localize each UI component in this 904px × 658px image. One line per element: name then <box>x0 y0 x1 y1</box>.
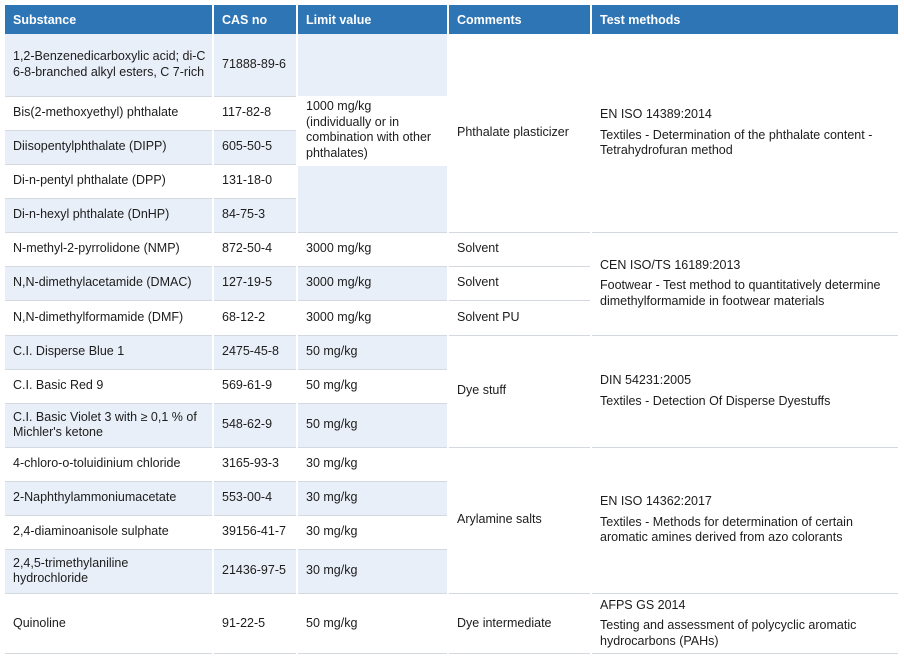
substance-cell: 1,2-Benzenedicarboxylic acid; di-C 6-8-branched alkyl esters, C 7-rich <box>5 34 213 96</box>
test-methods-cell <box>591 447 898 593</box>
test-standard: DIN 54231:2005 <box>600 373 692 387</box>
table-row <box>5 335 898 369</box>
limit-value-cell: 30 mg/kg <box>297 515 448 549</box>
comments-cell: Solvent <box>448 266 591 300</box>
cas-cell: 21436-97-5 <box>213 549 297 593</box>
test-standard: EN ISO 14362:2017 <box>600 494 712 509</box>
comments-cell: Solvent PU <box>448 300 591 335</box>
col-header-substance: Substance <box>5 5 213 34</box>
substance-cell: N,N-dimethylacetamide (DMAC) <box>5 266 213 300</box>
substance-cell: Di-n-hexyl phthalate (DnHP) <box>5 198 213 232</box>
col-header-comments: Comments <box>448 5 591 34</box>
cas-cell: 131-18-0 <box>213 164 297 198</box>
comments-cell: Solvent <box>448 232 591 266</box>
cas-cell: 91-22-5 <box>213 593 297 654</box>
limit-value-merged-cell <box>297 34 448 232</box>
test-standard: AFPS GS 2014 <box>600 597 686 612</box>
cas-cell: 3165-93-3 <box>213 447 297 481</box>
limit-spacer <box>298 34 447 96</box>
table-row <box>5 447 898 481</box>
cas-cell: 548-62-9 <box>213 403 297 447</box>
table-row <box>5 593 898 654</box>
col-header-cas-no: CAS no <box>213 5 297 34</box>
test-standard: CEN ISO/TS 16189:2013 <box>600 257 741 272</box>
limit-value-cell: 30 mg/kg <box>297 481 448 515</box>
test-description: Textiles - Methods for determination of certain aromatic amines derived from azo colorants <box>600 514 853 545</box>
test-description: Testing and assessment of polycyclic aromatic hydrocarbons (PAHs) <box>600 618 857 648</box>
comments-cell: Dye intermediate <box>448 593 591 654</box>
test-methods-cell <box>591 232 898 335</box>
header-row <box>5 5 898 34</box>
test-description: Textiles - Determination of the phthalate content - Tetrahydrofuran method <box>600 127 873 157</box>
cas-cell: 84-75-3 <box>213 198 297 232</box>
test-description: Footwear - Test method to quantitatively determine dimethylformamide in footwear materials <box>600 278 881 308</box>
substance-cell: 2-Naphthylammoniumacetate <box>5 481 213 515</box>
test-methods-cell <box>591 593 898 654</box>
limit-value-cell: 3000 mg/kg <box>297 232 448 266</box>
test-standard: EN ISO 14389:2014 <box>600 107 712 121</box>
cas-cell: 39156-41-7 <box>213 515 297 549</box>
test-methods-cell <box>591 335 898 447</box>
test-description: Textiles - Detection Of Disperse Dyestuffs <box>600 393 831 408</box>
limit-value-cell: 50 mg/kg <box>297 335 448 369</box>
limit-amount: 1000 mg/kg <box>306 99 372 113</box>
substance-cell: C.I. Basic Red 9 <box>5 369 213 403</box>
substance-cell: N,N-dimethylformamide (DMF) <box>5 300 213 335</box>
table-row <box>5 232 898 266</box>
limit-value-cell: 30 mg/kg <box>297 447 448 481</box>
substance-cell: N-methyl-2-pyrrolidone (NMP) <box>5 232 213 266</box>
cas-cell: 71888-89-6 <box>213 34 297 96</box>
col-header-test-methods: Test methods <box>591 5 898 34</box>
cas-cell: 117-82-8 <box>213 96 297 130</box>
limit-white-box <box>298 96 447 166</box>
test-methods-cell <box>591 34 898 232</box>
substance-cell: 2,4-diaminoanisole sulphate <box>5 515 213 549</box>
comments-cell: Dye stuff <box>448 335 591 447</box>
comments-cell: Phthalate plasticizer <box>448 34 591 232</box>
substance-cell: Quinoline <box>5 593 213 654</box>
cas-cell: 68-12-2 <box>213 300 297 335</box>
substance-cell: C.I. Disperse Blue 1 <box>5 335 213 369</box>
substance-cell: Di-n-pentyl phthalate (DPP) <box>5 164 213 198</box>
limit-value-cell: 3000 mg/kg <box>297 266 448 300</box>
substance-cell: Diisopentylphthalate (DIPP) <box>5 130 213 164</box>
substance-cell: 2,4,5-trimethylaniline hydrochloride <box>5 549 213 593</box>
cas-cell: 2475-45-8 <box>213 335 297 369</box>
substance-cell: 4-chloro-o-toluidinium chloride <box>5 447 213 481</box>
limit-value-cell: 50 mg/kg <box>297 369 448 403</box>
limit-value-cell: 30 mg/kg <box>297 549 448 593</box>
limit-value-cell: 3000 mg/kg <box>297 300 448 335</box>
col-header-limit-value: Limit value <box>297 5 448 34</box>
limit-value-cell: 50 mg/kg <box>297 593 448 654</box>
cas-cell: 872-50-4 <box>213 232 297 266</box>
table-row <box>5 34 898 96</box>
comments-cell: Arylamine salts <box>448 447 591 593</box>
cas-cell: 569-61-9 <box>213 369 297 403</box>
cas-cell: 553-00-4 <box>213 481 297 515</box>
limit-value-cell: 50 mg/kg <box>297 403 448 447</box>
cas-cell: 605-50-5 <box>213 130 297 164</box>
cas-cell: 127-19-5 <box>213 266 297 300</box>
limit-note: (individually or in combination with other phthalates) <box>306 114 432 160</box>
restricted-substances-table <box>5 5 898 654</box>
substance-cell: C.I. Basic Violet 3 with ≥ 0,1 % of Michler's ketone <box>5 403 213 447</box>
substance-cell: Bis(2-methoxyethyl) phthalate <box>5 96 213 130</box>
